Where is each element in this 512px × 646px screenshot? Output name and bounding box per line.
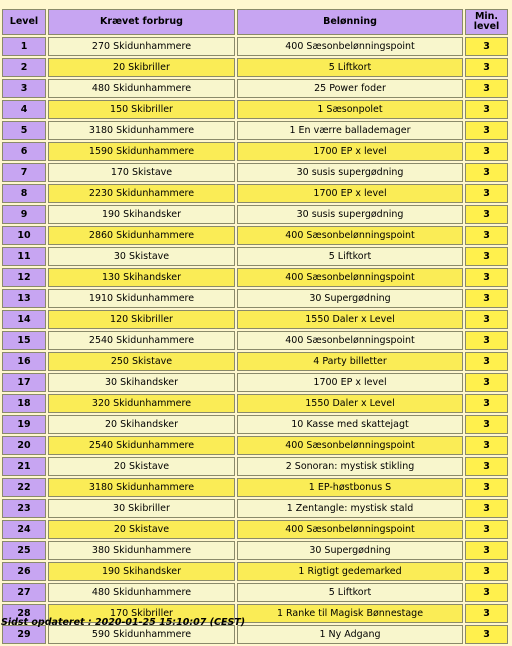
cost-cell: 170 Skistave xyxy=(48,163,235,182)
reward-cell: 1550 Daler x Level xyxy=(237,310,463,329)
min-level-cell: 3 xyxy=(465,499,508,518)
min-level-cell: 3 xyxy=(465,331,508,350)
table-row xyxy=(2,331,508,350)
table-row xyxy=(2,37,508,56)
cost-cell: 30 Skistave xyxy=(48,247,235,266)
reward-cell: 1700 EP x level xyxy=(237,142,463,161)
level-cell: 11 xyxy=(2,247,46,266)
level-cell: 14 xyxy=(2,310,46,329)
min-level-cell: 3 xyxy=(465,436,508,455)
reward-cell: 400 Sæsonbelønningspoint xyxy=(237,436,463,455)
level-cell: 20 xyxy=(2,436,46,455)
reward-cell: 1 Zentangle: mystisk stald xyxy=(237,499,463,518)
table-row xyxy=(2,184,508,203)
min-level-cell: 3 xyxy=(465,520,508,539)
min-level-cell: 3 xyxy=(465,184,508,203)
cost-cell: 20 Skibriller xyxy=(48,58,235,77)
header-min-level xyxy=(465,9,508,35)
cost-cell: 190 Skihandsker xyxy=(48,562,235,581)
reward-cell: 1 Sæsonpolet xyxy=(237,100,463,119)
season-rewards-table xyxy=(0,7,510,646)
table-row xyxy=(2,247,508,266)
cost-cell: 150 Skibriller xyxy=(48,100,235,119)
table-row xyxy=(2,457,508,476)
cost-cell: 2540 Skidunhammere xyxy=(48,436,235,455)
table-row xyxy=(2,520,508,539)
header-cost: Krævet forbrug xyxy=(48,9,235,35)
header-min-level-line1: Min. xyxy=(474,11,499,22)
reward-cell: 400 Sæsonbelønningspoint xyxy=(237,520,463,539)
table-row xyxy=(2,583,508,602)
cost-cell: 480 Skidunhammere xyxy=(48,583,235,602)
cost-cell: 20 Skistave xyxy=(48,457,235,476)
level-cell: 6 xyxy=(2,142,46,161)
level-cell: 8 xyxy=(2,184,46,203)
min-level-cell: 3 xyxy=(465,163,508,182)
cost-cell: 2230 Skidunhammere xyxy=(48,184,235,203)
level-cell: 26 xyxy=(2,562,46,581)
min-level-cell: 3 xyxy=(465,100,508,119)
cost-cell: 480 Skidunhammere xyxy=(48,79,235,98)
level-cell: 9 xyxy=(2,205,46,224)
table-row xyxy=(2,226,508,245)
table-row xyxy=(2,100,508,119)
level-cell: 27 xyxy=(2,583,46,602)
level-cell: 25 xyxy=(2,541,46,560)
reward-cell: 400 Sæsonbelønningspoint xyxy=(237,268,463,287)
reward-cell: 5 Liftkort xyxy=(237,58,463,77)
reward-cell: 5 Liftkort xyxy=(237,247,463,266)
reward-cell: 1 Ranke til Magisk Bønnestage xyxy=(237,604,463,623)
reward-cell: 25 Power foder xyxy=(237,79,463,98)
table-row xyxy=(2,268,508,287)
level-cell: 5 xyxy=(2,121,46,140)
table-row xyxy=(2,352,508,371)
reward-cell: 30 susis supergødning xyxy=(237,205,463,224)
level-cell: 24 xyxy=(2,520,46,539)
level-cell: 22 xyxy=(2,478,46,497)
reward-cell: 30 Supergødning xyxy=(237,289,463,308)
cost-cell: 120 Skibriller xyxy=(48,310,235,329)
cost-cell: 2540 Skidunhammere xyxy=(48,331,235,350)
table-row xyxy=(2,163,508,182)
min-level-cell: 3 xyxy=(465,205,508,224)
reward-cell: 400 Sæsonbelønningspoint xyxy=(237,226,463,245)
level-cell: 29 xyxy=(2,625,46,644)
table-row xyxy=(2,415,508,434)
min-level-cell: 3 xyxy=(465,121,508,140)
level-cell: 12 xyxy=(2,268,46,287)
reward-cell: 1 Ny Adgang xyxy=(237,625,463,644)
level-cell: 3 xyxy=(2,79,46,98)
reward-cell: 400 Sæsonbelønningspoint xyxy=(237,37,463,56)
table-row xyxy=(2,373,508,392)
level-cell: 2 xyxy=(2,58,46,77)
table-row xyxy=(2,499,508,518)
min-level-cell: 3 xyxy=(465,394,508,413)
min-level-cell: 3 xyxy=(465,352,508,371)
cost-cell: 1590 Skidunhammere xyxy=(48,142,235,161)
min-level-cell: 3 xyxy=(465,373,508,392)
cost-cell: 190 Skihandsker xyxy=(48,205,235,224)
min-level-cell: 3 xyxy=(465,79,508,98)
min-level-cell: 3 xyxy=(465,541,508,560)
level-cell: 17 xyxy=(2,373,46,392)
cost-cell: 590 Skidunhammere xyxy=(48,625,235,644)
table-header-row xyxy=(2,9,508,35)
min-level-cell: 3 xyxy=(465,604,508,623)
min-level-cell: 3 xyxy=(465,625,508,644)
reward-cell: 4 Party billetter xyxy=(237,352,463,371)
header-level: Level xyxy=(2,9,46,35)
reward-cell: 5 Liftkort xyxy=(237,583,463,602)
level-cell: 19 xyxy=(2,415,46,434)
reward-cell: 2 Sonoran: mystisk stikling xyxy=(237,457,463,476)
table-row xyxy=(2,562,508,581)
level-cell: 4 xyxy=(2,100,46,119)
reward-cell: 1700 EP x level xyxy=(237,184,463,203)
table-row xyxy=(2,289,508,308)
level-cell: 28 xyxy=(2,604,46,623)
level-cell: 10 xyxy=(2,226,46,245)
table-row xyxy=(2,142,508,161)
min-level-cell: 3 xyxy=(465,457,508,476)
table-row xyxy=(2,121,508,140)
table-row xyxy=(2,436,508,455)
table-row xyxy=(2,58,508,77)
level-cell: 21 xyxy=(2,457,46,476)
table-row xyxy=(2,541,508,560)
table-row xyxy=(2,79,508,98)
cost-cell: 250 Skistave xyxy=(48,352,235,371)
reward-cell: 1550 Daler x Level xyxy=(237,394,463,413)
cost-cell: 170 Skibriller xyxy=(48,604,235,623)
reward-cell: 400 Sæsonbelønningspoint xyxy=(237,331,463,350)
cost-cell: 320 Skidunhammere xyxy=(48,394,235,413)
level-cell: 1 xyxy=(2,37,46,56)
cost-cell: 1910 Skidunhammere xyxy=(48,289,235,308)
header-reward: Belønning xyxy=(237,9,463,35)
min-level-cell: 3 xyxy=(465,478,508,497)
min-level-cell: 3 xyxy=(465,247,508,266)
reward-cell: 1 En værre ballademager xyxy=(237,121,463,140)
cost-cell: 3180 Skidunhammere xyxy=(48,121,235,140)
last-updated-text: Sidst opdateret : 2020-01-25 15:10:07 (CEST) xyxy=(1,617,246,628)
min-level-cell: 3 xyxy=(465,583,508,602)
min-level-cell: 3 xyxy=(465,289,508,308)
min-level-cell: 3 xyxy=(465,58,508,77)
cost-cell: 380 Skidunhammere xyxy=(48,541,235,560)
cost-cell: 2860 Skidunhammere xyxy=(48,226,235,245)
cost-cell: 130 Skihandsker xyxy=(48,268,235,287)
reward-cell: 30 Supergødning xyxy=(237,541,463,560)
cost-cell: 20 Skistave xyxy=(48,520,235,539)
min-level-cell: 3 xyxy=(465,37,508,56)
level-cell: 18 xyxy=(2,394,46,413)
table-row xyxy=(2,478,508,497)
cost-cell: 270 Skidunhammere xyxy=(48,37,235,56)
level-cell: 15 xyxy=(2,331,46,350)
cost-cell: 30 Skihandsker xyxy=(48,373,235,392)
level-cell: 13 xyxy=(2,289,46,308)
table-row xyxy=(2,310,508,329)
table-row xyxy=(2,394,508,413)
min-level-cell: 3 xyxy=(465,310,508,329)
cost-cell: 30 Skibriller xyxy=(48,499,235,518)
level-cell: 23 xyxy=(2,499,46,518)
level-cell: 16 xyxy=(2,352,46,371)
min-level-cell: 3 xyxy=(465,226,508,245)
min-level-cell: 3 xyxy=(465,415,508,434)
min-level-cell: 3 xyxy=(465,268,508,287)
min-level-cell: 3 xyxy=(465,562,508,581)
reward-cell: 1 Rigtigt gedemarked xyxy=(237,562,463,581)
reward-cell: 1 EP-høstbonus S xyxy=(237,478,463,497)
min-level-cell: 3 xyxy=(465,142,508,161)
table-row xyxy=(2,205,508,224)
cost-cell: 20 Skihandsker xyxy=(48,415,235,434)
reward-cell: 1700 EP x level xyxy=(237,373,463,392)
reward-cell: 30 susis supergødning xyxy=(237,163,463,182)
level-cell: 7 xyxy=(2,163,46,182)
cost-cell: 3180 Skidunhammere xyxy=(48,478,235,497)
reward-cell: 10 Kasse med skattejagt xyxy=(237,415,463,434)
header-min-level-line2: level xyxy=(473,21,500,32)
